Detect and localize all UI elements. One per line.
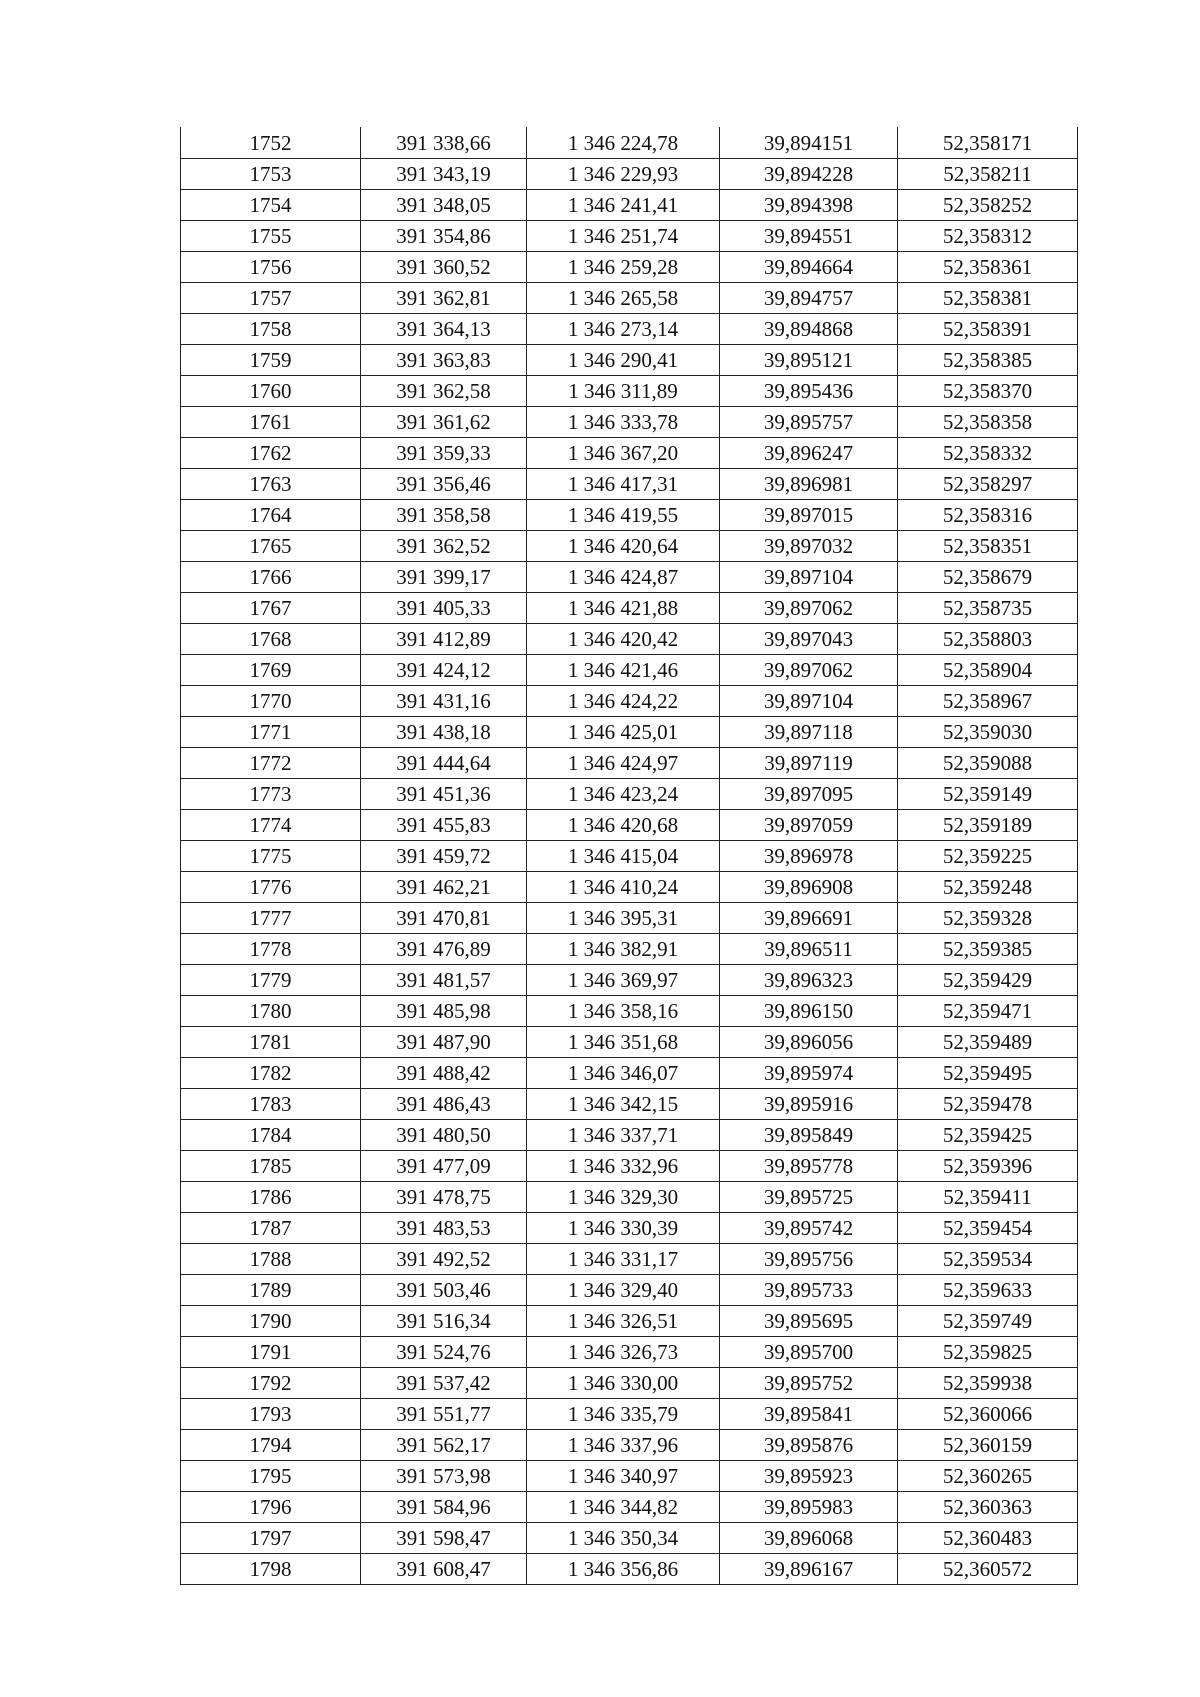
y-coordinate-cell: 1 346 421,46 <box>527 655 720 686</box>
point-number-cell: 1771 <box>181 717 361 748</box>
point-number-cell: 1775 <box>181 841 361 872</box>
table-row <box>181 841 1078 872</box>
longitude-cell: 39,897043 <box>720 624 898 655</box>
point-number-cell: 1793 <box>181 1399 361 1430</box>
latitude-cell: 52,359189 <box>898 810 1078 841</box>
table-row <box>181 1058 1078 1089</box>
longitude-cell: 39,897104 <box>720 562 898 593</box>
point-number-cell: 1779 <box>181 965 361 996</box>
point-number-cell: 1753 <box>181 159 361 190</box>
table-row <box>181 469 1078 500</box>
longitude-cell: 39,895923 <box>720 1461 898 1492</box>
x-coordinate-cell: 391 584,96 <box>361 1492 527 1523</box>
table-row <box>181 810 1078 841</box>
y-coordinate-cell: 1 346 417,31 <box>527 469 720 500</box>
latitude-cell: 52,359225 <box>898 841 1078 872</box>
y-coordinate-cell: 1 346 330,00 <box>527 1368 720 1399</box>
table-row <box>181 686 1078 717</box>
longitude-cell: 39,896691 <box>720 903 898 934</box>
x-coordinate-cell: 391 431,16 <box>361 686 527 717</box>
table-row <box>181 655 1078 686</box>
longitude-cell: 39,896167 <box>720 1554 898 1585</box>
point-number-cell: 1760 <box>181 376 361 407</box>
y-coordinate-cell: 1 346 395,31 <box>527 903 720 934</box>
latitude-cell: 52,358803 <box>898 624 1078 655</box>
x-coordinate-cell: 391 444,64 <box>361 748 527 779</box>
point-number-cell: 1791 <box>181 1337 361 1368</box>
point-number-cell: 1783 <box>181 1089 361 1120</box>
longitude-cell: 39,895436 <box>720 376 898 407</box>
point-number-cell: 1792 <box>181 1368 361 1399</box>
point-number-cell: 1781 <box>181 1027 361 1058</box>
table-row <box>181 128 1078 159</box>
x-coordinate-cell: 391 462,21 <box>361 872 527 903</box>
latitude-cell: 52,358312 <box>898 221 1078 252</box>
latitude-cell: 52,359749 <box>898 1306 1078 1337</box>
x-coordinate-cell: 391 608,47 <box>361 1554 527 1585</box>
point-number-cell: 1761 <box>181 407 361 438</box>
latitude-cell: 52,359471 <box>898 996 1078 1027</box>
table-row <box>181 1430 1078 1461</box>
table-row <box>181 1368 1078 1399</box>
table-row <box>181 407 1078 438</box>
latitude-cell: 52,358904 <box>898 655 1078 686</box>
x-coordinate-cell: 391 361,62 <box>361 407 527 438</box>
latitude-cell: 52,358358 <box>898 407 1078 438</box>
longitude-cell: 39,895778 <box>720 1151 898 1182</box>
y-coordinate-cell: 1 346 382,91 <box>527 934 720 965</box>
table-row <box>181 624 1078 655</box>
y-coordinate-cell: 1 346 329,30 <box>527 1182 720 1213</box>
x-coordinate-cell: 391 451,36 <box>361 779 527 810</box>
y-coordinate-cell: 1 346 330,39 <box>527 1213 720 1244</box>
longitude-cell: 39,897095 <box>720 779 898 810</box>
y-coordinate-cell: 1 346 415,04 <box>527 841 720 872</box>
longitude-cell: 39,894664 <box>720 252 898 283</box>
x-coordinate-cell: 391 524,76 <box>361 1337 527 1368</box>
y-coordinate-cell: 1 346 421,88 <box>527 593 720 624</box>
table-row <box>181 1151 1078 1182</box>
y-coordinate-cell: 1 346 251,74 <box>527 221 720 252</box>
x-coordinate-cell: 391 481,57 <box>361 965 527 996</box>
table-row <box>181 159 1078 190</box>
latitude-cell: 52,358297 <box>898 469 1078 500</box>
point-number-cell: 1754 <box>181 190 361 221</box>
longitude-cell: 39,896323 <box>720 965 898 996</box>
x-coordinate-cell: 391 455,83 <box>361 810 527 841</box>
y-coordinate-cell: 1 346 369,97 <box>527 965 720 996</box>
y-coordinate-cell: 1 346 410,24 <box>527 872 720 903</box>
longitude-cell: 39,895916 <box>720 1089 898 1120</box>
y-coordinate-cell: 1 346 331,17 <box>527 1244 720 1275</box>
point-number-cell: 1798 <box>181 1554 361 1585</box>
longitude-cell: 39,896978 <box>720 841 898 872</box>
table-row <box>181 1213 1078 1244</box>
y-coordinate-cell: 1 346 326,51 <box>527 1306 720 1337</box>
longitude-cell: 39,894757 <box>720 283 898 314</box>
latitude-cell: 52,359088 <box>898 748 1078 779</box>
point-number-cell: 1764 <box>181 500 361 531</box>
point-number-cell: 1777 <box>181 903 361 934</box>
point-number-cell: 1768 <box>181 624 361 655</box>
longitude-cell: 39,894551 <box>720 221 898 252</box>
x-coordinate-cell: 391 485,98 <box>361 996 527 1027</box>
point-number-cell: 1758 <box>181 314 361 345</box>
x-coordinate-cell: 391 488,42 <box>361 1058 527 1089</box>
y-coordinate-cell: 1 346 337,71 <box>527 1120 720 1151</box>
table-row <box>181 1523 1078 1554</box>
latitude-cell: 52,359534 <box>898 1244 1078 1275</box>
y-coordinate-cell: 1 346 326,73 <box>527 1337 720 1368</box>
point-number-cell: 1790 <box>181 1306 361 1337</box>
y-coordinate-cell: 1 346 340,97 <box>527 1461 720 1492</box>
y-coordinate-cell: 1 346 351,68 <box>527 1027 720 1058</box>
latitude-cell: 52,359825 <box>898 1337 1078 1368</box>
point-number-cell: 1774 <box>181 810 361 841</box>
y-coordinate-cell: 1 346 333,78 <box>527 407 720 438</box>
latitude-cell: 52,360265 <box>898 1461 1078 1492</box>
table-row <box>181 1461 1078 1492</box>
point-number-cell: 1789 <box>181 1275 361 1306</box>
table-row <box>181 283 1078 314</box>
point-number-cell: 1780 <box>181 996 361 1027</box>
point-number-cell: 1797 <box>181 1523 361 1554</box>
table-row <box>181 1027 1078 1058</box>
y-coordinate-cell: 1 346 329,40 <box>527 1275 720 1306</box>
point-number-cell: 1784 <box>181 1120 361 1151</box>
longitude-cell: 39,897059 <box>720 810 898 841</box>
latitude-cell: 52,359328 <box>898 903 1078 934</box>
table-row <box>181 1492 1078 1523</box>
x-coordinate-cell: 391 516,34 <box>361 1306 527 1337</box>
longitude-cell: 39,896150 <box>720 996 898 1027</box>
x-coordinate-cell: 391 551,77 <box>361 1399 527 1430</box>
longitude-cell: 39,896511 <box>720 934 898 965</box>
table-row <box>181 314 1078 345</box>
latitude-cell: 52,358679 <box>898 562 1078 593</box>
latitude-cell: 52,359633 <box>898 1275 1078 1306</box>
x-coordinate-cell: 391 486,43 <box>361 1089 527 1120</box>
longitude-cell: 39,894398 <box>720 190 898 221</box>
table-row <box>181 376 1078 407</box>
x-coordinate-cell: 391 562,17 <box>361 1430 527 1461</box>
x-coordinate-cell: 391 360,52 <box>361 252 527 283</box>
point-number-cell: 1787 <box>181 1213 361 1244</box>
x-coordinate-cell: 391 364,13 <box>361 314 527 345</box>
latitude-cell: 52,358381 <box>898 283 1078 314</box>
y-coordinate-cell: 1 346 420,64 <box>527 531 720 562</box>
point-number-cell: 1788 <box>181 1244 361 1275</box>
point-number-cell: 1763 <box>181 469 361 500</box>
x-coordinate-cell: 391 362,81 <box>361 283 527 314</box>
x-coordinate-cell: 391 477,09 <box>361 1151 527 1182</box>
latitude-cell: 52,359495 <box>898 1058 1078 1089</box>
x-coordinate-cell: 391 343,19 <box>361 159 527 190</box>
latitude-cell: 52,358252 <box>898 190 1078 221</box>
longitude-cell: 39,897032 <box>720 531 898 562</box>
y-coordinate-cell: 1 346 424,97 <box>527 748 720 779</box>
x-coordinate-cell: 391 480,50 <box>361 1120 527 1151</box>
y-coordinate-cell: 1 346 311,89 <box>527 376 720 407</box>
y-coordinate-cell: 1 346 337,96 <box>527 1430 720 1461</box>
longitude-cell: 39,895756 <box>720 1244 898 1275</box>
latitude-cell: 52,358370 <box>898 376 1078 407</box>
y-coordinate-cell: 1 346 420,42 <box>527 624 720 655</box>
table-row <box>181 438 1078 469</box>
y-coordinate-cell: 1 346 367,20 <box>527 438 720 469</box>
point-number-cell: 1776 <box>181 872 361 903</box>
latitude-cell: 52,359489 <box>898 1027 1078 1058</box>
x-coordinate-cell: 391 412,89 <box>361 624 527 655</box>
y-coordinate-cell: 1 346 346,07 <box>527 1058 720 1089</box>
x-coordinate-cell: 391 573,98 <box>361 1461 527 1492</box>
longitude-cell: 39,895841 <box>720 1399 898 1430</box>
table-row <box>181 717 1078 748</box>
table-row <box>181 593 1078 624</box>
x-coordinate-cell: 391 362,52 <box>361 531 527 562</box>
latitude-cell: 52,358385 <box>898 345 1078 376</box>
longitude-cell: 39,895752 <box>720 1368 898 1399</box>
table-row <box>181 531 1078 562</box>
table-row <box>181 562 1078 593</box>
longitude-cell: 39,895849 <box>720 1120 898 1151</box>
table-row <box>181 1244 1078 1275</box>
y-coordinate-cell: 1 346 273,14 <box>527 314 720 345</box>
latitude-cell: 52,359149 <box>898 779 1078 810</box>
latitude-cell: 52,359248 <box>898 872 1078 903</box>
latitude-cell: 52,358351 <box>898 531 1078 562</box>
point-number-cell: 1752 <box>181 128 361 159</box>
x-coordinate-cell: 391 478,75 <box>361 1182 527 1213</box>
y-coordinate-cell: 1 346 342,15 <box>527 1089 720 1120</box>
table-row <box>181 1182 1078 1213</box>
x-coordinate-cell: 391 503,46 <box>361 1275 527 1306</box>
x-coordinate-cell: 391 405,33 <box>361 593 527 624</box>
y-coordinate-cell: 1 346 241,41 <box>527 190 720 221</box>
y-coordinate-cell: 1 346 424,22 <box>527 686 720 717</box>
point-number-cell: 1786 <box>181 1182 361 1213</box>
latitude-cell: 52,359429 <box>898 965 1078 996</box>
y-coordinate-cell: 1 346 350,34 <box>527 1523 720 1554</box>
table-row <box>181 1275 1078 1306</box>
longitude-cell: 39,894868 <box>720 314 898 345</box>
latitude-cell: 52,359030 <box>898 717 1078 748</box>
point-number-cell: 1769 <box>181 655 361 686</box>
table-row <box>181 779 1078 810</box>
point-number-cell: 1785 <box>181 1151 361 1182</box>
latitude-cell: 52,360483 <box>898 1523 1078 1554</box>
latitude-cell: 52,358391 <box>898 314 1078 345</box>
point-number-cell: 1772 <box>181 748 361 779</box>
point-number-cell: 1778 <box>181 934 361 965</box>
longitude-cell: 39,895733 <box>720 1275 898 1306</box>
table-row <box>181 996 1078 1027</box>
longitude-cell: 39,897118 <box>720 717 898 748</box>
latitude-cell: 52,359478 <box>898 1089 1078 1120</box>
point-number-cell: 1755 <box>181 221 361 252</box>
table-row <box>181 1399 1078 1430</box>
table-body <box>181 128 1078 1585</box>
latitude-cell: 52,359411 <box>898 1182 1078 1213</box>
table-row <box>181 1337 1078 1368</box>
longitude-cell: 39,896981 <box>720 469 898 500</box>
x-coordinate-cell: 391 438,18 <box>361 717 527 748</box>
y-coordinate-cell: 1 346 424,87 <box>527 562 720 593</box>
latitude-cell: 52,360159 <box>898 1430 1078 1461</box>
x-coordinate-cell: 391 354,86 <box>361 221 527 252</box>
y-coordinate-cell: 1 346 420,68 <box>527 810 720 841</box>
table-row <box>181 872 1078 903</box>
x-coordinate-cell: 391 470,81 <box>361 903 527 934</box>
table-row <box>181 903 1078 934</box>
latitude-cell: 52,358316 <box>898 500 1078 531</box>
longitude-cell: 39,896068 <box>720 1523 898 1554</box>
point-number-cell: 1757 <box>181 283 361 314</box>
point-number-cell: 1766 <box>181 562 361 593</box>
x-coordinate-cell: 391 487,90 <box>361 1027 527 1058</box>
x-coordinate-cell: 391 492,52 <box>361 1244 527 1275</box>
y-coordinate-cell: 1 346 259,28 <box>527 252 720 283</box>
longitude-cell: 39,895742 <box>720 1213 898 1244</box>
y-coordinate-cell: 1 346 224,78 <box>527 128 720 159</box>
y-coordinate-cell: 1 346 423,24 <box>527 779 720 810</box>
table-row <box>181 1089 1078 1120</box>
longitude-cell: 39,895983 <box>720 1492 898 1523</box>
table-row <box>181 221 1078 252</box>
point-number-cell: 1759 <box>181 345 361 376</box>
y-coordinate-cell: 1 346 358,16 <box>527 996 720 1027</box>
x-coordinate-cell: 391 399,17 <box>361 562 527 593</box>
table-row <box>181 934 1078 965</box>
table-row <box>181 500 1078 531</box>
point-number-cell: 1756 <box>181 252 361 283</box>
y-coordinate-cell: 1 346 425,01 <box>527 717 720 748</box>
longitude-cell: 39,897015 <box>720 500 898 531</box>
x-coordinate-cell: 391 537,42 <box>361 1368 527 1399</box>
point-number-cell: 1794 <box>181 1430 361 1461</box>
latitude-cell: 52,359385 <box>898 934 1078 965</box>
point-number-cell: 1770 <box>181 686 361 717</box>
longitude-cell: 39,895757 <box>720 407 898 438</box>
longitude-cell: 39,895700 <box>720 1337 898 1368</box>
x-coordinate-cell: 391 359,33 <box>361 438 527 469</box>
latitude-cell: 52,358332 <box>898 438 1078 469</box>
y-coordinate-cell: 1 346 356,86 <box>527 1554 720 1585</box>
point-number-cell: 1765 <box>181 531 361 562</box>
latitude-cell: 52,358361 <box>898 252 1078 283</box>
latitude-cell: 52,358171 <box>898 128 1078 159</box>
latitude-cell: 52,359938 <box>898 1368 1078 1399</box>
table-row <box>181 252 1078 283</box>
x-coordinate-cell: 391 358,58 <box>361 500 527 531</box>
longitude-cell: 39,894151 <box>720 128 898 159</box>
coordinates-table <box>180 127 1078 1585</box>
latitude-cell: 52,359396 <box>898 1151 1078 1182</box>
x-coordinate-cell: 391 476,89 <box>361 934 527 965</box>
x-coordinate-cell: 391 363,83 <box>361 345 527 376</box>
latitude-cell: 52,360572 <box>898 1554 1078 1585</box>
y-coordinate-cell: 1 346 290,41 <box>527 345 720 376</box>
table-row <box>181 1306 1078 1337</box>
longitude-cell: 39,894228 <box>720 159 898 190</box>
table-row <box>181 1554 1078 1585</box>
x-coordinate-cell: 391 483,53 <box>361 1213 527 1244</box>
longitude-cell: 39,895121 <box>720 345 898 376</box>
latitude-cell: 52,359454 <box>898 1213 1078 1244</box>
x-coordinate-cell: 391 362,58 <box>361 376 527 407</box>
longitude-cell: 39,896247 <box>720 438 898 469</box>
latitude-cell: 52,360066 <box>898 1399 1078 1430</box>
longitude-cell: 39,897104 <box>720 686 898 717</box>
table-row <box>181 345 1078 376</box>
y-coordinate-cell: 1 346 229,93 <box>527 159 720 190</box>
y-coordinate-cell: 1 346 335,79 <box>527 1399 720 1430</box>
point-number-cell: 1767 <box>181 593 361 624</box>
x-coordinate-cell: 391 338,66 <box>361 128 527 159</box>
y-coordinate-cell: 1 346 332,96 <box>527 1151 720 1182</box>
table-row <box>181 748 1078 779</box>
longitude-cell: 39,895725 <box>720 1182 898 1213</box>
longitude-cell: 39,896056 <box>720 1027 898 1058</box>
x-coordinate-cell: 391 348,05 <box>361 190 527 221</box>
x-coordinate-cell: 391 598,47 <box>361 1523 527 1554</box>
latitude-cell: 52,358735 <box>898 593 1078 624</box>
point-number-cell: 1773 <box>181 779 361 810</box>
longitude-cell: 39,897062 <box>720 655 898 686</box>
longitude-cell: 39,895876 <box>720 1430 898 1461</box>
point-number-cell: 1762 <box>181 438 361 469</box>
table-row <box>181 965 1078 996</box>
latitude-cell: 52,358211 <box>898 159 1078 190</box>
latitude-cell: 52,360363 <box>898 1492 1078 1523</box>
point-number-cell: 1796 <box>181 1492 361 1523</box>
x-coordinate-cell: 391 356,46 <box>361 469 527 500</box>
longitude-cell: 39,895974 <box>720 1058 898 1089</box>
table-row <box>181 190 1078 221</box>
longitude-cell: 39,897119 <box>720 748 898 779</box>
y-coordinate-cell: 1 346 344,82 <box>527 1492 720 1523</box>
y-coordinate-cell: 1 346 265,58 <box>527 283 720 314</box>
latitude-cell: 52,358967 <box>898 686 1078 717</box>
y-coordinate-cell: 1 346 419,55 <box>527 500 720 531</box>
point-number-cell: 1782 <box>181 1058 361 1089</box>
x-coordinate-cell: 391 424,12 <box>361 655 527 686</box>
longitude-cell: 39,897062 <box>720 593 898 624</box>
table-row <box>181 1120 1078 1151</box>
point-number-cell: 1795 <box>181 1461 361 1492</box>
longitude-cell: 39,896908 <box>720 872 898 903</box>
longitude-cell: 39,895695 <box>720 1306 898 1337</box>
latitude-cell: 52,359425 <box>898 1120 1078 1151</box>
x-coordinate-cell: 391 459,72 <box>361 841 527 872</box>
